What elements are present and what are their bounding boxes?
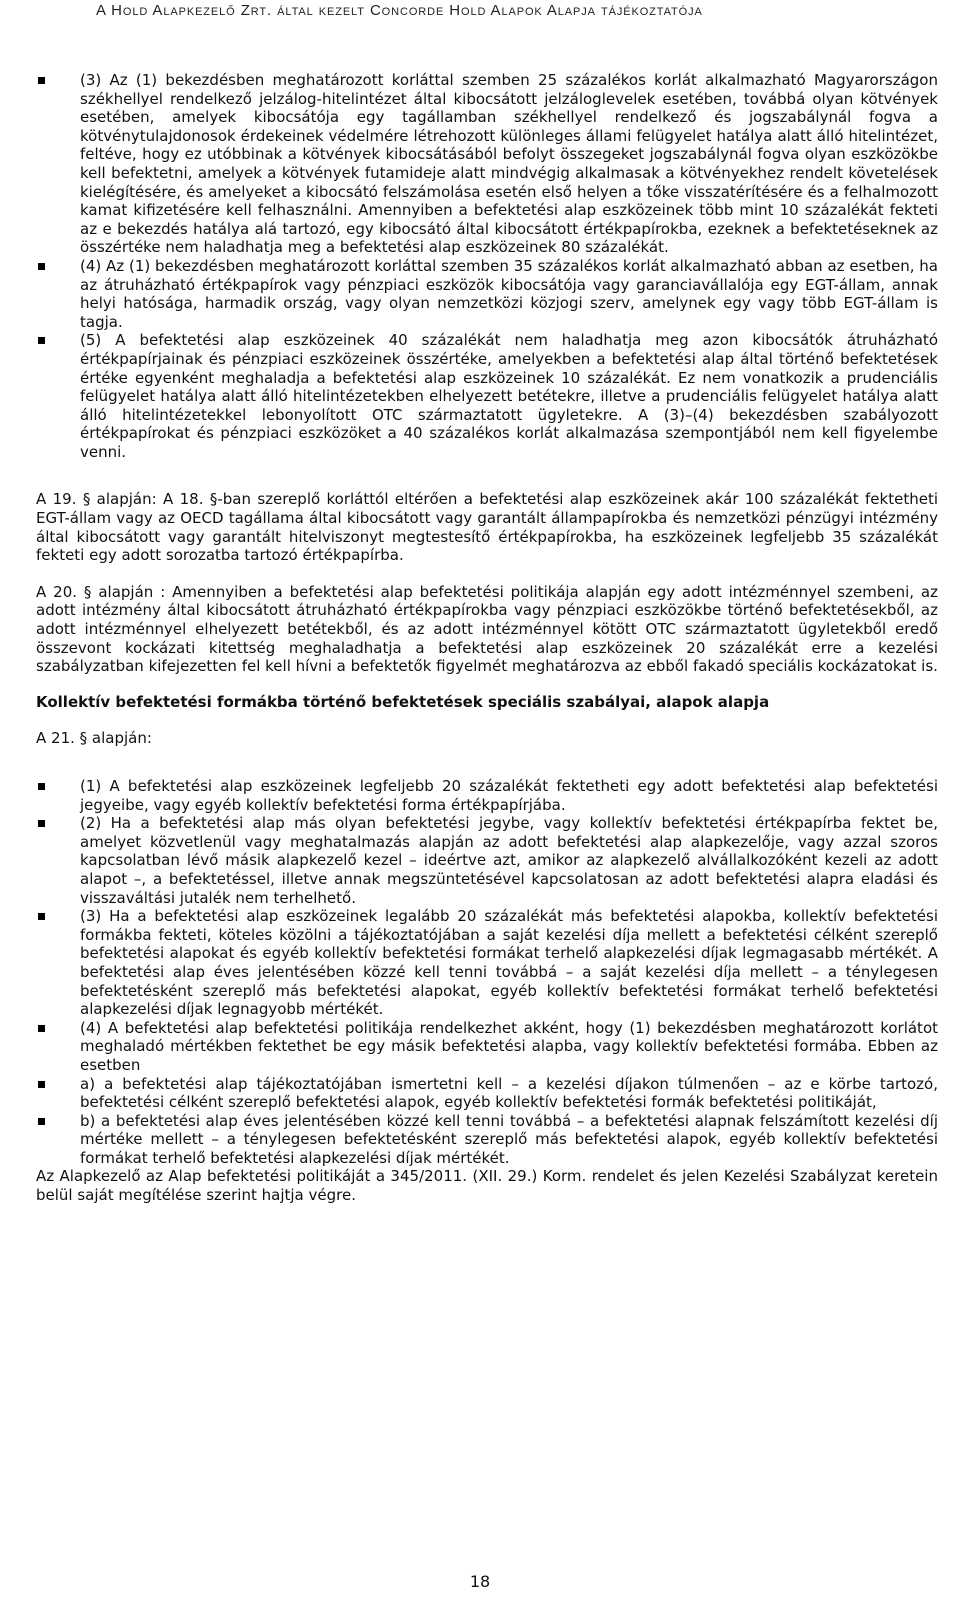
square-bullet-icon [38,1025,45,1032]
bullet-list-section-2 [36,777,938,1167]
page-header [0,0,960,22]
document-body [36,71,938,1205]
closing-paragraph: Az Alapkezelő az Alap befektetési politikáját a 345/2011. (XII. 29.) Korm. rendelet és jelen Kezelési Szabályzat keretein belül saját megítélése szerint hajtja végre. [36,1167,938,1205]
bullet-item: b) a befektetési alap éves jelentésében közzé kell tenni továbbá – a befektetési alapnak felszámított kezelési díj mértéke mellett – a ténylegesen befektetésként szereplő más befektetési alapok, egyéb kollektív befektetési formákat terhelő befektetési alapkezelési díjak mértékét. [36,1112,938,1168]
bullet-item: (4) Az (1) bekezdésben meghatározott korláttal szemben 35 százalékos korlát alkalmazható abban az esetben, ha az átruházható értékpapírok vagy pénzpiaci eszközök kibocsátója vagy garanciavállalója egy EGT-állam, annak helyi hatósága, harmadik ország, vagy olyan nemzetközi közjogi szerv, amelynek egy vagy több EGT-állam is tagja. [36,257,938,331]
square-bullet-icon [38,820,45,827]
paragraph-a19: A 19. § alapján: A 18. §-ban szereplő korláttól eltérően a befektetési alap eszközeinek akár 100 százalékát fektetheti EGT-állam vagy az OECD tagállama által kibocsátott vagy garantált állampapírokba és nemzetközi pénzügyi intézmény által kibocsátott vagy garantált hitelviszonyt megtestesítő értékpapírokba, ha eszközeinek legfeljebb 35 százalékát fekteti egy adott sorozatba tartozó értékpapírba. [36,490,938,565]
header-title: A Hold Alapkezelő Zrt. által kezelt Concorde Hold Alapok Alapja tájékoztatója [96,2,703,19]
bullet-list-section-1 [36,71,938,461]
page-number: 18 [469,1572,491,1591]
square-bullet-icon [38,783,45,790]
bullet-item: (4) A befektetési alap befektetési politikája rendelkezhet akként, hogy (1) bekezdésben meghatározott korlátot meghaladó mértékben fektethet be egy másik befektetési alapba, vagy kollektív befektetési formába. Ebben az esetben [36,1019,938,1075]
square-bullet-icon [38,337,45,344]
bullet-item: (2) Ha a befektetési alap más olyan befektetési jegybe, vagy kollektív befektetési értékpapírba fektet be, amelyet közvetlenül vagy meghatalmazás alapján az adott befektetési alap alapkezelője, vagy azzal szoros kapcsolatban lévő másik alapkezelő kezel – ideértve azt, amikor az alapkezelő alvállalkozóként kezeli az adott alapot –, a befektetéssel, illetve annak megszüntetésével kapcsolatosan az adott befektetési alapra eladási és visszaváltási jutalék nem terhelhető. [36,814,938,907]
paragraph-a20: A 20. § alapján : Amennyiben a befektetési alap befektetési politikája alapján egy adott intézménnyel szembeni, az adott intézmény által kibocsátott átruházható értékpapírokba vagy pénzpiaci eszközökbe történő befektetésekből, az adott intézménnyel elhelyezett betétekből, és az adott intézménnyel kötött OTC származtatott ügyletekből eredő összevont kockázati kitettség meghaladhatja a befektetési alap eszközeinek 20 százalékát erre a kezelési szabályzatban kifejezetten fel kell hívni a befektetők figyelmét meghatározva az ebből fakadó speciális kockázatokat is. [36,582,938,676]
bullet-item: (3) Ha a befektetési alap eszközeinek legalább 20 százalékát más befektetési alapokba, kollektív befektetési formákba fekteti, köteles közölni a tájékoztatójában a saját kezelési díja mellett a befektetési célként szereplő befektetési alapokat és egyéb kollektív befektetési formákat terhelő alapkezelési díjak legmagasabb mértékét. A befektetési alap éves jelentésében közzé kell tenni továbbá – a saját kezelési díja mellett – a ténylegesen befektetésként szereplő más befektetési alapokat, egyéb kollektív befektetési formákat terhelő befektetési alapkezelési díjak legnagyobb mértékét. [36,907,938,1019]
bullet-item: (3) Az (1) bekezdésben meghatározott korláttal szemben 25 százalékos korlát alkalmazható Magyarországon székhellyel rendelkező jelzálog-hitelintézet által kibocsátott jelzáloglevelek esetében, továbbá olyan kötvények esetében, amelyek kibocsátója egy tagállamban székhellyel rendelkező és jogszabálynál fogva a kötvénytulajdonosok érdekeinek védelmére létrehozott különleges állami felügyelet hatálya alatt álló hitelintézet, feltéve, hogy ez utóbbinak a kötvények kibocsátásából befolyt összegeket jogszabálynál fogva olyan eszközökbe kell befektetni, amelyek a kötvények futamideje alatt mindvégig alkalmasak a kötvényekhez rendelt követelések kielégítésére, és amelyeket a kibocsátó felszámolása esetén első helyen a tőke visszatérítésére és a felhalmozott kamat kifizetésére kell felhasználni. Amennyiben a befektetési alap eszközeinek több mint 10 százalékát fekteti az e bekezdés hatálya alá tartozó, egy kibocsátó által kibocsátott értékpapírokba, ezeknek a befektetéseknek az összértéke nem haladhatja meg a befektetési alap eszközeinek 80 százalékát. [36,71,938,257]
section-heading: Kollektív befektetési formákba történő befektetések speciális szabályai, alapok alapja [36,692,770,711]
square-bullet-icon [38,77,45,84]
bullet-item: (5) A befektetési alap eszközeinek 40 százalékát nem haladhatja meg azon kibocsátók átruházható értékpapírjainak és pénzpiaci eszközeinek összértéke, amelyekben a befektetési alap által történő befektetések értéke egyenként meghaladja a befektetési alap eszközeinek 10 százalékát. Ez nem vonatkozik a prudenciális felügyelet hatálya alatt álló hitelintézetekben elhelyezett betétekre, illetve a prudenciális felügyelet hatálya alatt álló hitelintézetekkel lebonyolított OTC származtatott ügyletekre. A (3)–(4) bekezdésben szabályozott értékpapírokat és pénzpiaci eszközöket a 40 százalékos korlát alkalmazása szempontjából nem kell figyelembe venni. [36,331,938,461]
bullet-item: (1) A befektetési alap eszközeinek legfeljebb 20 százalékát fektetheti egy adott befektetési alap befektetési jegyeibe, vagy egyéb kollektív befektetési forma értékpapírjába. [36,777,938,814]
bullet-item: a) a befektetési alap tájékoztatójában ismertetni kell – a kezelési díjakon túlmenően – az e körbe tartozó, befektetési célként szereplő befektetési alapok, egyéb kollektív befektetési formák befektetési politikáját, [36,1075,938,1112]
square-bullet-icon [38,1118,45,1125]
square-bullet-icon [38,263,45,270]
square-bullet-icon [38,1081,45,1088]
paragraph-a21: A 21. § alapján: [36,729,152,748]
square-bullet-icon [38,913,45,920]
